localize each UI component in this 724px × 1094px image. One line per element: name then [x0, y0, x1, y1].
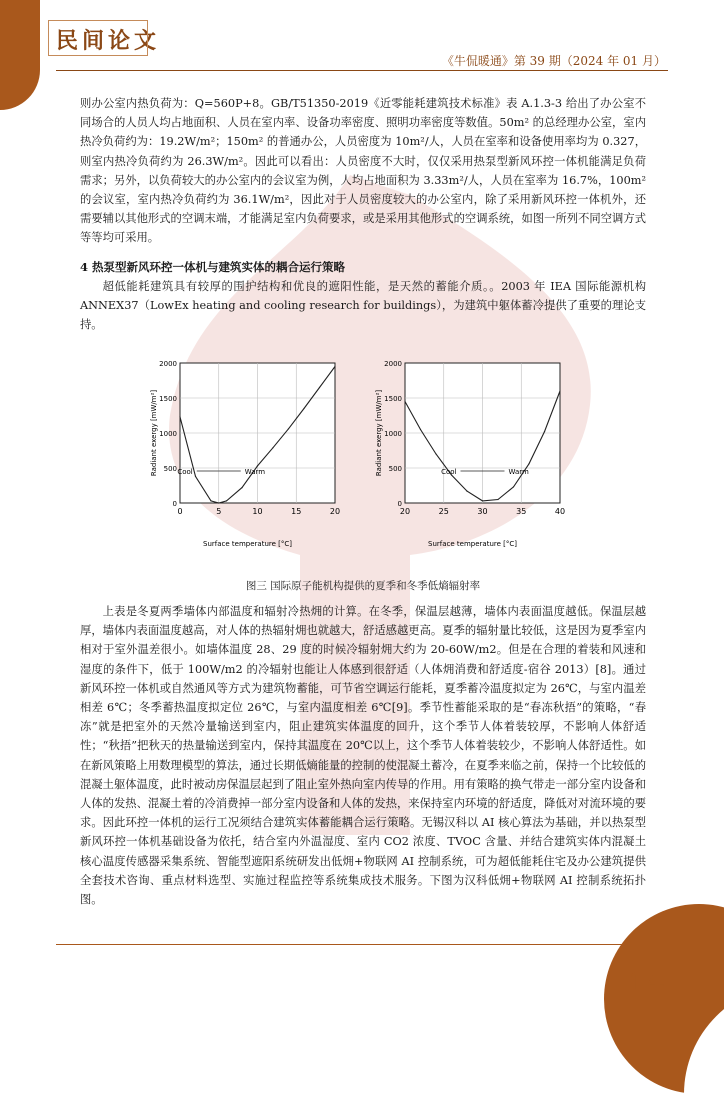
y-tick-label: 2000 — [159, 360, 177, 368]
intro-paragraph: 则办公室内热负荷为：Q=560P+8。GB/T51350-2019《近零能耗建筑技术标准》表 A.1.3-3 给出了办公室不同场合的人员人均占地面积、人员在室内率、设备功率密度、照明功率密度等数值。50m² 的总经理办公室，室内热冷负荷约为：19.2W/m²；150m² 的普通办公，人员密度为 10m²/人，人员在室率和设备使用率均为 0.327，则室内热冷负荷约为 26.3W/m²。因此可以看出：人员密度不大时，仅仅采用热泵型新风环控一体机能满足负荷需求；另外，以负荷较大的办公室内的会议室为例，人均占地面积为 3.33m²/人，人员在室率为 16.7%，100m² 的会议室，室内热冷负荷约为 36.1W/m²，因此对于人员密度较大的办公室内，除了采用新风环控一体机外，还需要辅以其他形式的空调末端，才能满足室内负荷要求，或是采用其他形式的空调系统，如图一所列不同空调方式等等均可采用。 — [80, 97, 646, 245]
data-point — [288, 428, 289, 429]
data-point — [497, 499, 498, 500]
data-point — [544, 431, 545, 432]
annotation-cool: Cool — [177, 468, 193, 476]
data-point — [195, 476, 196, 477]
intro-block — [80, 94, 646, 248]
y-tick-label: 500 — [388, 465, 402, 473]
x-tick-label: 30 — [477, 507, 488, 516]
data-point — [559, 390, 560, 391]
data-point — [179, 416, 180, 417]
journal-issue: 《牛侃暖通》第 39 期（2024 年 01 月） — [441, 54, 666, 68]
x-tick-label: 35 — [516, 507, 527, 516]
figure-caption: 图三 国际原子能机构提供的夏季和冬季低熵辐射率 — [245, 580, 481, 592]
section-heading: 4 热泵型新风环控一体机与建筑实体的耦合运行策略 — [80, 260, 346, 274]
x-tick-label: 20 — [399, 507, 411, 516]
data-point — [528, 463, 529, 464]
exergy-figure — [150, 345, 570, 570]
body-paragraph: 上表是冬夏两季墙体内部温度和辐射冷热㶲的计算。在冬季，保温层越薄，墙体内表面温度越低。保温层越厚，墙体内表面温度越高，对人体的热辐射㶲也就越大，舒适感越更高。夏季的辐射量比较低，这是因为夏季室内相对于室外温差很小。如墙体温度 28、29 度的时候冷辐射㶲大约为 20-60W/m2。但是在合理的着装和风速和湿度的条件下，低于 100W/m2 的冷辐射也能让人体感到很舒适（人体㶲消费和舒适度-宿谷 2013）[8]。通过新风环控一体机或自然通风等方式为建筑物蓄能，可节省空调运行能耗，夏季蓄冷温度拟定为 26℃，与室内温差相差 6℃；冬季蓄热温度拟定位 26℃，与室内温度相差 6℃[9]。季节性蓄能采取的是“春冻秋捂”的策略，“春冻”就是把室外的天然冷量输送到室内，阻止建筑实体温度的回升，这个季节人体着装较厚，不影响人体舒适性；“秋捂”把秋天的热量输送到室内，保持其温度在 20℃以上，这个季节人体着装较少，不影响人体舒适性。如在新风策略上用数理模型的算法，通过长期低熵能量的控制的使混凝土蓄冷，在夏季来临之前，保持一个比较低的混凝土躯体温度，此时被动房保温层起到了阻止室外热向室内传导的作用。用有策略的换气带走一部分室内设备和人体的发热、混凝土着的冷消费掉一部分室内设备和人体的发热，来保持室内环境的舒适度，降低对对流环境的要求。因此环控一体机的运行工况须结合建筑实体蓄能耦合运行策略。无锡汉科以 AI 核心算法为基础，并以热泵型新风环控一体机基础设备为依托，结合室内外温湿度、室内 CO2 浓度、TVOC 含量、并结合建筑实体内混凝土核心温度传感器采集系统、智能型遮阳系统研发出低㶲+物联网 AI 控制系统，可为超低能耗住宅及办公建筑提供全套技术咨询、重点材料选型、实施过程监控等系统集成技术服务。下图为汉科低㶲+物联网 AI 控制系统拓扑图。 — [80, 605, 646, 907]
data-point — [210, 500, 211, 501]
x-axis-label: Surface temperature [°C] — [203, 540, 292, 548]
data-point — [241, 487, 242, 488]
y-tick-label: 500 — [163, 465, 177, 473]
data-point — [319, 387, 320, 388]
x-tick-label: 40 — [554, 507, 566, 516]
y-tick-label: 0 — [397, 500, 402, 508]
data-point — [257, 465, 258, 466]
x-tick-label: 25 — [438, 507, 449, 516]
data-point — [513, 486, 514, 487]
exergy-charts — [150, 345, 570, 570]
y-tick-label: 0 — [172, 500, 177, 508]
data-point — [404, 401, 405, 402]
corner-decoration-top-left — [0, 0, 40, 110]
data-point — [334, 366, 335, 367]
section-4 — [80, 258, 646, 335]
x-tick-label: 20 — [329, 507, 341, 516]
x-axis-label: Surface temperature [°C] — [428, 540, 517, 548]
annotation-cool: Cool — [441, 468, 457, 476]
data-point — [420, 429, 421, 430]
x-tick-label: 15 — [291, 507, 302, 516]
y-axis-label: Radiant exergy [mW/m²] — [375, 389, 383, 477]
data-point — [482, 500, 483, 501]
x-tick-label: 5 — [216, 507, 222, 516]
y-tick-label: 1000 — [384, 430, 402, 438]
section-title: 民间论文 — [56, 24, 160, 55]
data-point — [226, 500, 227, 501]
corner-decoration-bottom-right — [604, 904, 724, 1094]
y-tick-label: 2000 — [384, 360, 402, 368]
data-point — [466, 491, 467, 492]
annotation-warm: Warm — [508, 468, 529, 476]
footer-divider — [56, 944, 642, 945]
data-point — [218, 502, 219, 503]
annotation-warm: Warm — [244, 468, 266, 476]
body-block — [80, 602, 646, 909]
y-tick-label: 1500 — [159, 395, 177, 403]
data-point — [272, 447, 273, 448]
x-tick-label: 10 — [252, 507, 263, 516]
y-axis-label: Radiant exergy [mW/m²] — [150, 389, 158, 477]
header-divider — [56, 70, 668, 71]
x-tick-label: 0 — [177, 507, 183, 516]
data-point — [435, 453, 436, 454]
section-paragraph: 超低能耗建筑具有较厚的围护结构和优良的遮阳性能，是天然的蓄能介质。。2003 年 IEA 国际能源机构 ANNEX37（LowEx heating and cooling research for buildings），为建筑中躯体蓄冷提供了重要的理论支持。 — [80, 280, 646, 332]
y-tick-label: 1500 — [384, 395, 402, 403]
data-point — [303, 408, 304, 409]
y-tick-label: 1000 — [159, 430, 177, 438]
page-number: 14 — [628, 968, 665, 998]
